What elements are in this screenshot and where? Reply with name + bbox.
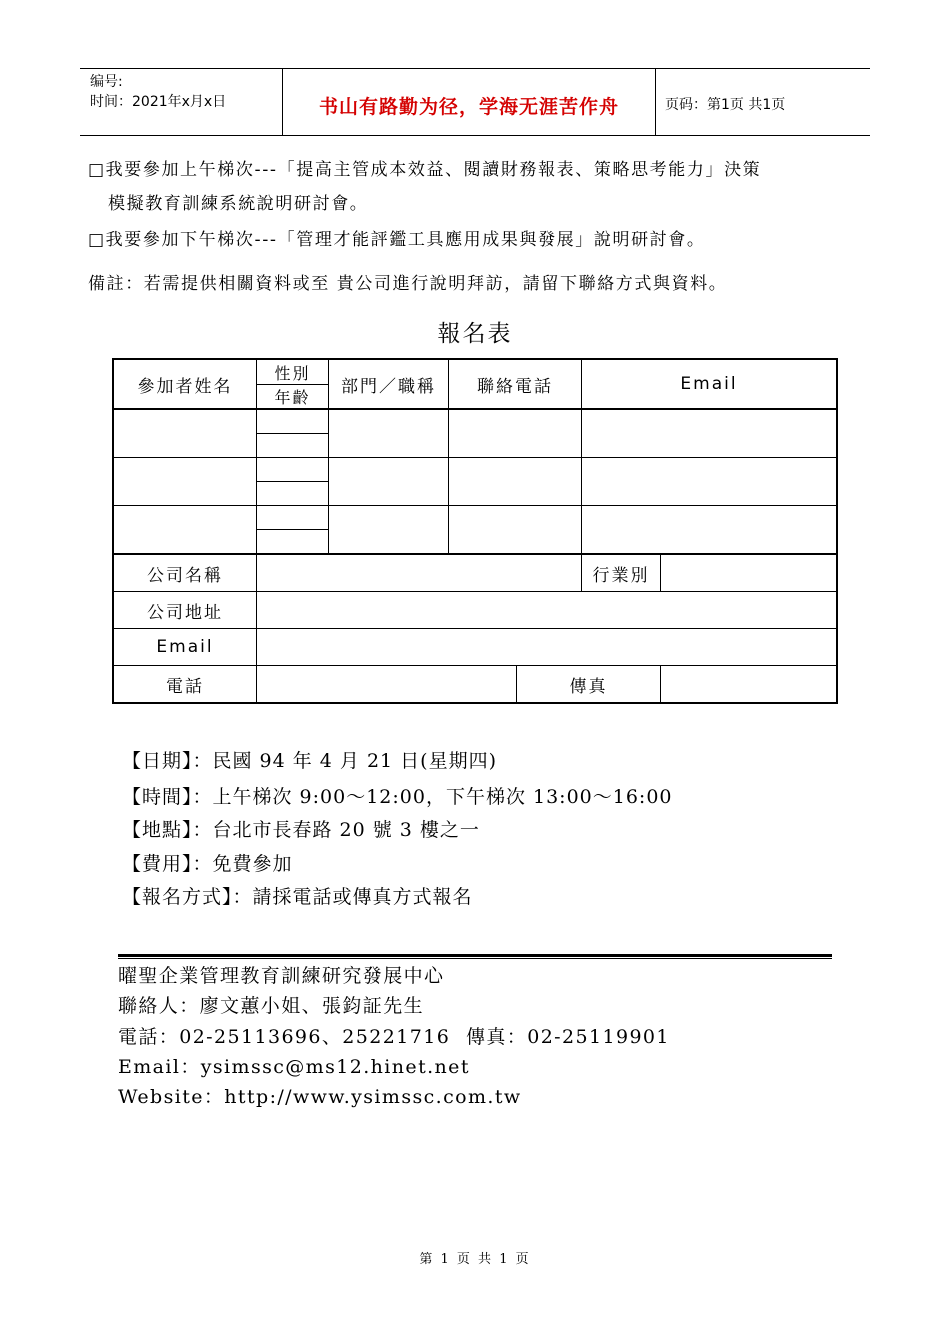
col-name-header: 參加者姓名 xyxy=(137,376,233,397)
table-rule xyxy=(112,408,838,410)
contact-fax: 傳真：02-25119901 xyxy=(466,1026,670,1048)
option-pm-line[interactable]: □我要參加下午梯次---「管理才能評鑑工具應用成果與發展」說明研討會。 xyxy=(88,230,706,250)
col-dept-header: 部門／職稱 xyxy=(341,376,436,397)
header-motto: 书山有路勤为径，学海无涯苦作舟 xyxy=(318,96,619,118)
col-gender-header: 性別 xyxy=(274,363,311,383)
table-rule xyxy=(257,481,328,482)
info-date: 【日期】：民國 94 年 4 月 21 日(星期四) xyxy=(122,750,498,772)
number-label: 编号: xyxy=(90,74,123,90)
col-age-header: 年齡 xyxy=(274,388,311,407)
header-page-label: 页码：第1页 共1页 xyxy=(665,97,786,113)
company-name-label: 公司名稱 xyxy=(147,565,223,586)
option-am-line1[interactable]: □我要參加上午梯次---「提高主管成本效益、閱讀財務報表、策略思考能力」決策 xyxy=(88,160,762,180)
contact-rule xyxy=(118,958,832,959)
header-divider xyxy=(655,68,656,136)
info-time: 【時間】：上午梯次 9:00～12:00，下午梯次 13:00～16:00 xyxy=(122,786,673,808)
form-title: 報名表 xyxy=(437,321,513,347)
contact-email[interactable]: Email：ysimssc@ms12.hinet.net xyxy=(118,1056,470,1078)
tel-label: 電話 xyxy=(166,676,204,697)
table-rule xyxy=(256,358,257,704)
info-fee: 【費用】：免費參加 xyxy=(122,853,293,875)
table-rule xyxy=(112,457,838,458)
contact-person: 聯絡人：廖文蕙小姐、張鈞証先生 xyxy=(118,995,425,1017)
header-top-rule xyxy=(80,68,870,69)
table-rule xyxy=(660,554,661,591)
table-rule xyxy=(660,665,661,703)
table-rule xyxy=(112,505,838,506)
industry-label: 行業別 xyxy=(592,565,650,586)
email-label: Email xyxy=(156,637,214,657)
table-rule xyxy=(257,433,328,434)
note-text: 備註：若需提供相關資料或至 貴公司進行說明拜訪，請留下聯絡方式與資料。 xyxy=(88,274,728,294)
date-label: 时间：2021年x月x日 xyxy=(90,94,227,110)
contact-phone: 電話：02-25113696、25221716 xyxy=(118,1026,451,1048)
contact-website[interactable]: Website：http://www.ysimssc.com.tw xyxy=(118,1086,522,1108)
info-place: 【地點】：台北市長春路 20 號 3 樓之一 xyxy=(122,819,480,841)
header-meta xyxy=(90,72,226,112)
col-email-header: Email xyxy=(680,374,738,394)
contact-rule xyxy=(118,954,832,957)
contact-org: 曜聖企業管理教育訓練研究發展中心 xyxy=(118,965,445,987)
table-border xyxy=(112,702,838,704)
table-rule xyxy=(257,529,328,530)
info-register: 【報名方式】：請採電話或傳真方式報名 xyxy=(122,886,473,908)
company-address-label: 公司地址 xyxy=(147,602,223,623)
fax-label: 傳真 xyxy=(569,676,608,697)
col-phone-header: 聯絡電話 xyxy=(477,376,553,397)
option-am-line2: 模擬教育訓練系統說明研討會。 xyxy=(108,194,369,214)
footer-page-number: 第 1 页 共 1 页 xyxy=(419,1252,531,1267)
header-bottom-rule xyxy=(80,135,870,136)
